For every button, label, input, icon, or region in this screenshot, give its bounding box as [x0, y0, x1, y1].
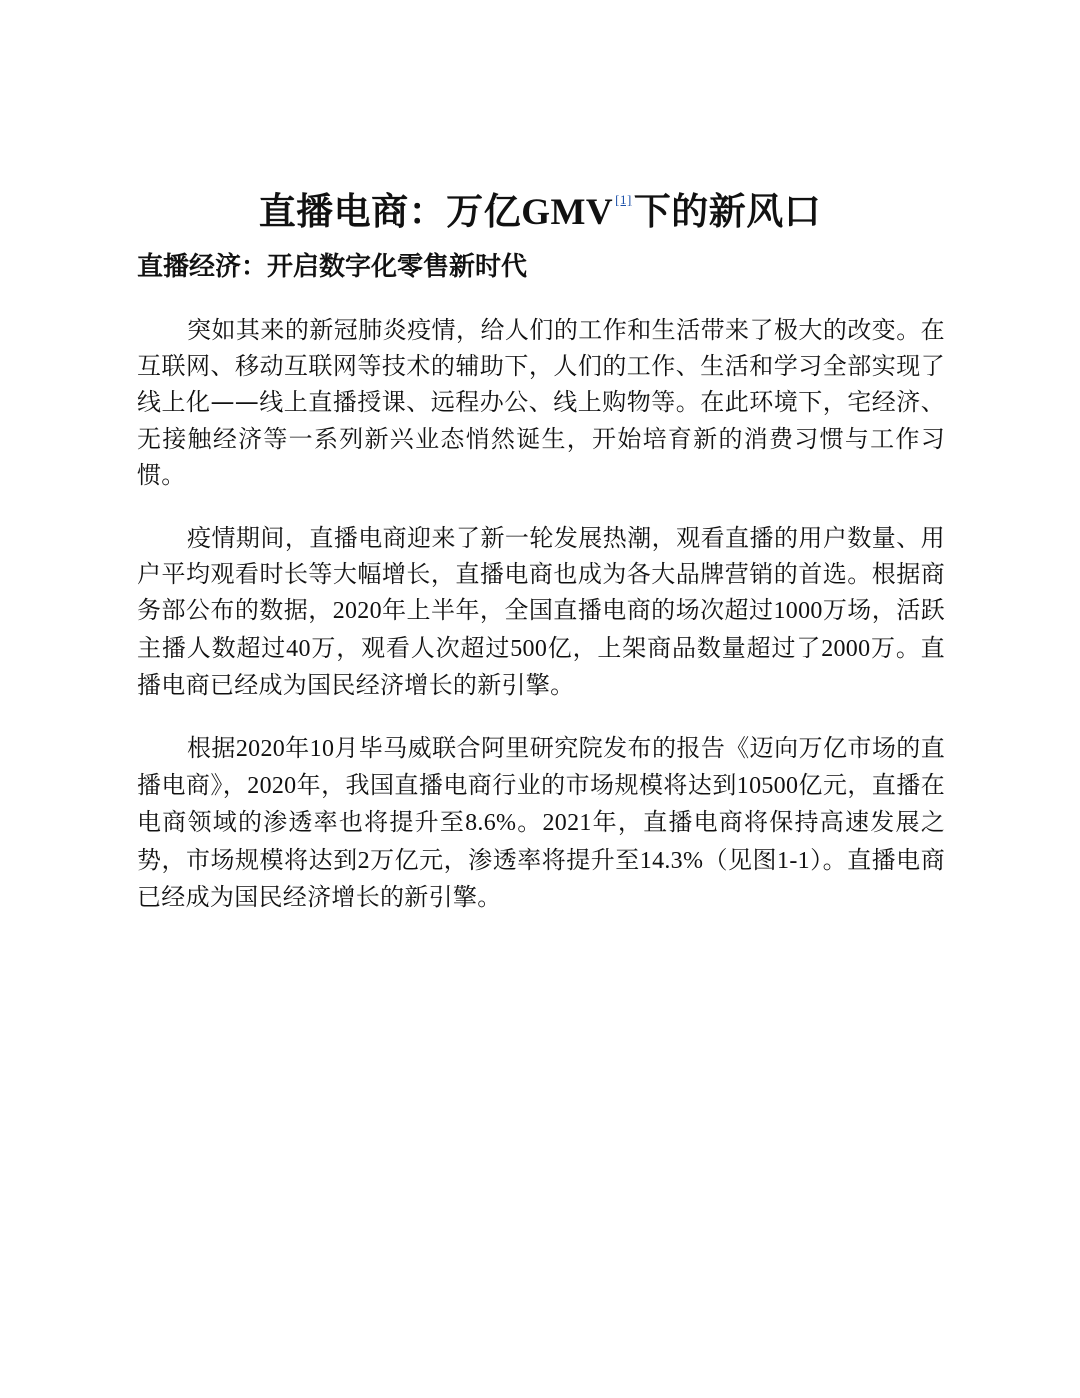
number-text: 1000	[773, 598, 823, 625]
number-text: 40	[286, 635, 311, 662]
paragraph-text: 万亿元，渗透率将提升至	[369, 845, 640, 874]
paragraph-3	[137, 730, 945, 915]
paragraph-text: 年	[285, 734, 310, 763]
paragraph-text: 。	[516, 808, 543, 837]
paragraph-text: 月毕马威联合阿里研究院发布的报告《迈向万亿市场的直播电商》，	[137, 734, 945, 800]
paragraph-text: ）。直播电商已经成为国民经济增长的新引擎。	[137, 845, 945, 911]
paragraph-2	[137, 520, 945, 703]
title-part-1: 直播电商：万亿	[258, 190, 522, 233]
number-text: 8.6%	[465, 810, 517, 837]
page-title	[0, 172, 1080, 241]
paragraph-text: 万，观看人次超过	[310, 633, 511, 662]
title-part-2: 下的新风口	[633, 190, 822, 233]
number-text: 10	[309, 736, 335, 763]
number-text: 2020	[247, 773, 297, 800]
title-gmv: GMV	[521, 192, 614, 233]
number-text: 2	[357, 847, 370, 874]
number-text: 2020	[235, 736, 286, 763]
paragraph-text: 万。直播电商已经成为国民经济增长的新引擎。	[137, 633, 945, 699]
paragraph-text: 年，直播电商将保持高速发展之势，市场规模将达到	[137, 808, 946, 874]
section-heading: 直播经济：开启数字化零售新时代	[137, 252, 528, 282]
number-text: 14.3%	[639, 847, 704, 874]
footnote-link[interactable]: [1]	[615, 192, 632, 207]
paragraph-text: 疫情期间，直播电商迎来了新一轮发展热潮，观看直播的用户数量、用户平均观看时长等大幅增长，直播电商也成为各大品牌营销的首选。根据商务部公布的数据，	[137, 524, 945, 625]
number-text: 2000	[821, 635, 871, 662]
paragraph-text: 年上半年，全国直播电商的场次超过	[381, 596, 774, 625]
paragraph-text: 万场，活跃主播人数超过	[137, 596, 945, 662]
paragraph-text: 突如其来的新冠肺炎疫情，给人们的工作和生活带来了极大的改变。在互联网、移动互联网等技术的辅助下，人们的工作、生活和学习全部实现了线上化——线上直播授课、远程办公、线上购物等。在此环境下，宅经济、无接触经济等一系列新兴业态悄然诞生，开始培育新的消费习惯与工作习惯。	[137, 316, 945, 489]
body-text	[137, 312, 945, 942]
number-text: 2020	[332, 598, 382, 625]
paragraph-text: 年，我国直播电商行业的市场规模将达到	[296, 771, 737, 800]
number-text: 10500	[736, 773, 799, 800]
number-text: 2021	[542, 810, 592, 837]
paragraph-text: 根据	[187, 734, 236, 763]
number-text: 500	[510, 635, 548, 662]
paragraph-text: 亿元，直播在电商领域的渗透率也将提升至	[137, 771, 945, 837]
paragraph-text: 亿，上架商品数量超过了	[547, 633, 822, 662]
paragraph-text: （见图	[703, 845, 778, 874]
number-text: 1-1	[777, 847, 810, 874]
paragraph-1	[137, 312, 945, 493]
